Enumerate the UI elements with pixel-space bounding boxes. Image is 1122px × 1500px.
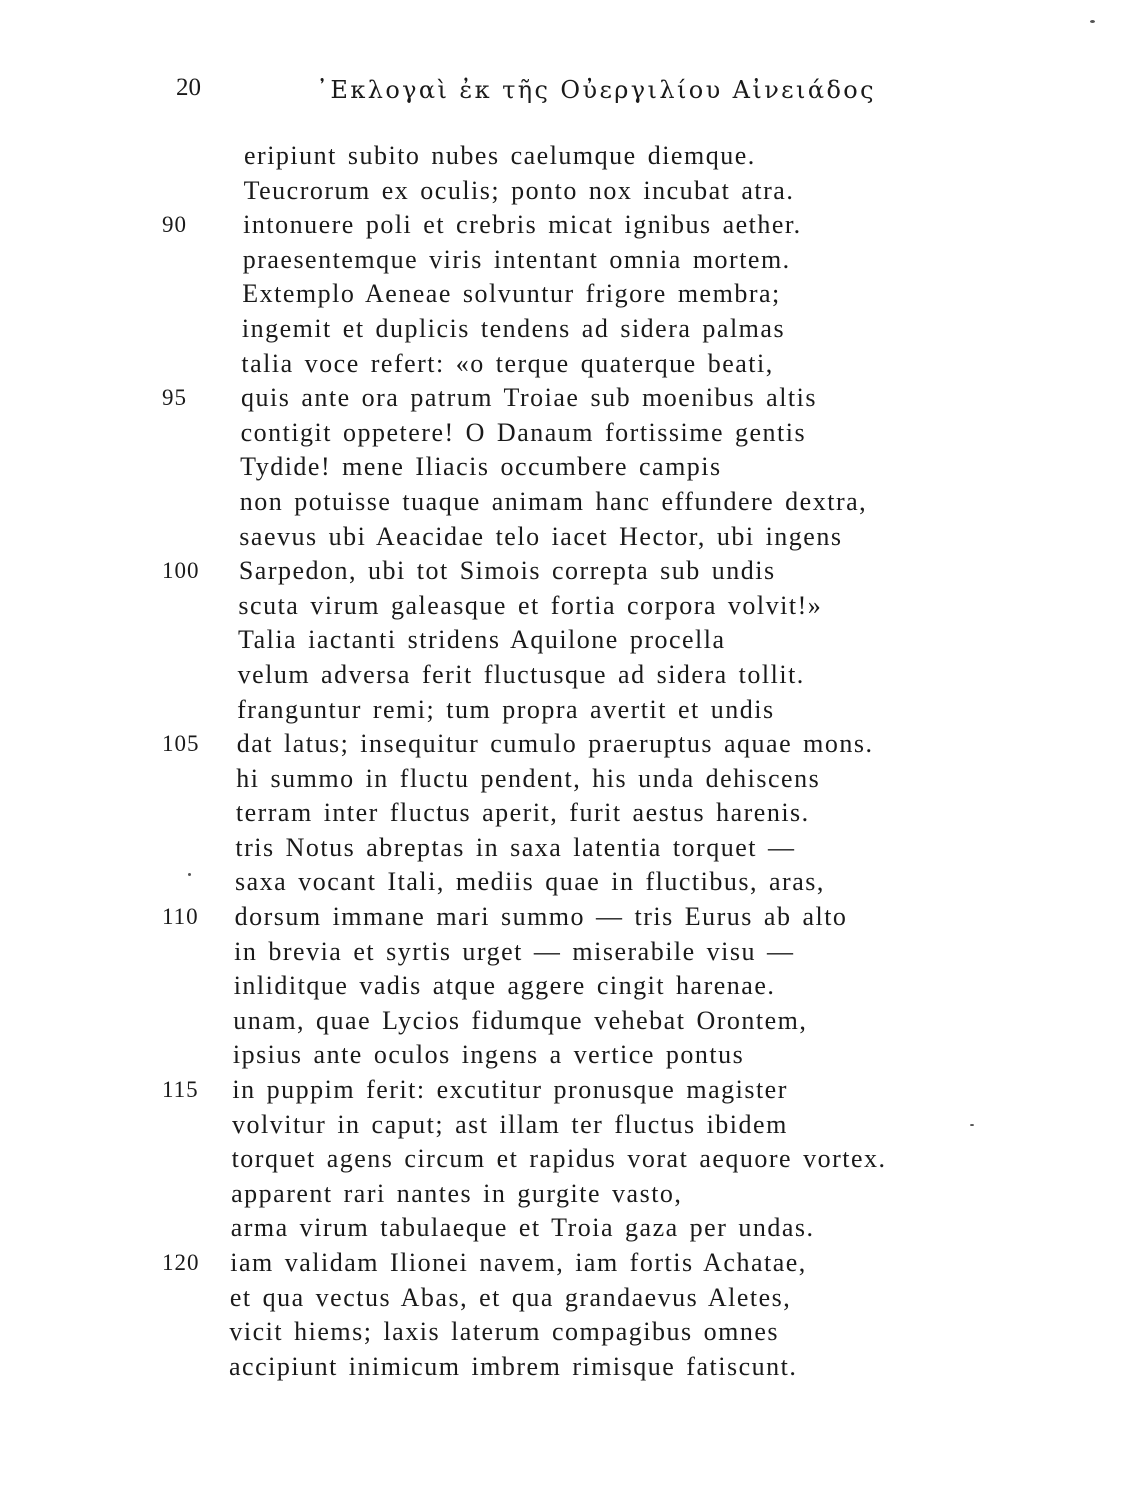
verse-line bbox=[0, 486, 1122, 521]
verse-text: scuta virum galeasque et fortia corpora volvit!» bbox=[238, 590, 823, 620]
verse-line bbox=[0, 590, 1122, 625]
verse-text: Teucrorum ex oculis; ponto nox incubat atra. bbox=[243, 175, 795, 205]
verse-line bbox=[0, 624, 1122, 659]
line-number: 110 bbox=[162, 904, 199, 930]
verse-text: apparent rari nantes in gurgite vasto, bbox=[231, 1178, 683, 1208]
verse-line bbox=[0, 313, 1122, 348]
line-number: 100 bbox=[162, 558, 200, 584]
verse-text: Sarpedon, ubi tot Simois correpta sub undis bbox=[238, 556, 776, 586]
verse-text: saevus ubi Aeacidae telo iacet Hector, ubi ingens bbox=[239, 521, 843, 551]
verse-text: accipiunt inimicum imbrem rimisque fatiscunt. bbox=[229, 1351, 798, 1381]
verse-text: intonuere poli et crebris micat ignibus aether. bbox=[243, 210, 802, 240]
verse-text: ingemit et duplicis tendens ad sidera palmas bbox=[241, 313, 786, 343]
verse-line bbox=[0, 140, 1122, 175]
line-number: 120 bbox=[162, 1250, 200, 1275]
verse-line bbox=[0, 1247, 1122, 1282]
verse-line bbox=[0, 1212, 1122, 1247]
verse-line bbox=[0, 451, 1122, 486]
line-number: 105 bbox=[162, 731, 200, 757]
verse-text: unam, quae Lycios fidumque vehebat Orontem, bbox=[233, 1005, 808, 1035]
verse-line bbox=[0, 728, 1122, 763]
verse-text: velum adversa ferit fluctusque ad sidera tollit. bbox=[237, 659, 805, 689]
verse-line bbox=[0, 763, 1122, 798]
verse-line bbox=[0, 209, 1122, 244]
print-speck bbox=[970, 1124, 974, 1126]
verse-line bbox=[0, 832, 1122, 867]
verse-text: inliditque vadis atque aggere cingit harenae. bbox=[233, 971, 776, 1001]
verse-line bbox=[0, 555, 1122, 590]
verse-line bbox=[0, 797, 1122, 832]
verse-line bbox=[0, 659, 1122, 694]
verse-text: dat latus; insequitur cumulo praeruptus aquae mons. bbox=[236, 729, 874, 759]
verse-text: dorsum immane mari summo — tris Eurus ab alto bbox=[234, 902, 848, 932]
verse-text: quis ante ora patrum Troiae sub moenibus altis bbox=[241, 383, 818, 413]
page-number: 20 bbox=[176, 74, 201, 101]
running-title: ᾽Εκλογαὶ ἐκ τῆς Οὐεργιλίου Αἰνειάδος bbox=[316, 76, 876, 104]
verse-line bbox=[0, 417, 1122, 452]
verse-text: iam validam Ilionei navem, iam fortis Achatae, bbox=[230, 1248, 807, 1277]
verse-line bbox=[0, 244, 1122, 279]
verse-text: tris Notus abreptas in saxa latentia torquet — bbox=[235, 832, 796, 862]
page-header bbox=[0, 70, 1122, 110]
verse-line bbox=[0, 175, 1122, 210]
verse-text: contigit oppetere! O Danaum fortissime gentis bbox=[240, 417, 807, 447]
print-speck bbox=[1090, 20, 1095, 23]
verse-line bbox=[0, 901, 1122, 936]
verse-line bbox=[0, 1005, 1122, 1040]
verse-line bbox=[0, 521, 1122, 556]
verse-text: eripiunt subito nubes caelumque diemque. bbox=[244, 141, 756, 170]
verse-text: hi summo in fluctu pendent, his unda dehiscens bbox=[236, 763, 821, 793]
verse-line bbox=[0, 1351, 1122, 1386]
verse-line bbox=[0, 866, 1122, 901]
verse-line bbox=[0, 694, 1122, 729]
verse-text: Extemplo Aeneae solvuntur frigore membra; bbox=[242, 279, 781, 309]
verse-line bbox=[0, 278, 1122, 313]
verse-line bbox=[0, 1039, 1122, 1074]
verse-text: praesentemque viris intentant omnia mortem. bbox=[242, 244, 791, 274]
verse-text: franguntur remi; tum propra avertit et undis bbox=[237, 694, 775, 724]
verse-line bbox=[0, 1178, 1122, 1213]
verse-text: in puppim ferit: excutitur pronusque magister bbox=[232, 1075, 788, 1105]
verse-line bbox=[0, 382, 1122, 417]
verse-text: Talia iactanti stridens Aquilone procella bbox=[238, 625, 726, 655]
verse-text: talia voce refert: «o terque quaterque beati, bbox=[241, 348, 774, 378]
verse-text: Tydide! mene Iliacis occumbere campis bbox=[240, 452, 722, 482]
verse-text: non potuisse tuaque animam hanc effundere dextra, bbox=[239, 486, 868, 516]
verse-text: ipsius ante oculos ingens a vertice pontus bbox=[232, 1040, 745, 1070]
verse-text: saxa vocant Itali, mediis quae in fluctibus, aras, bbox=[235, 867, 825, 897]
verse-block bbox=[0, 140, 1122, 1385]
verse-text: in brevia et syrtis urget — miserabile visu — bbox=[234, 936, 795, 966]
verse-text: et qua vectus Abas, et qua grandaevus Aletes, bbox=[229, 1282, 792, 1312]
verse-line bbox=[0, 1316, 1122, 1351]
verse-text: terram inter fluctus aperit, furit aestus harenis. bbox=[235, 798, 810, 828]
verse-text: vicit hiems; laxis laterum compagibus omnes bbox=[229, 1317, 780, 1347]
verse-line bbox=[0, 1074, 1122, 1109]
line-number: 95 bbox=[162, 385, 187, 411]
verse-text: volvitur in caput; ast illam ter fluctus ibidem bbox=[232, 1109, 788, 1139]
line-number: 115 bbox=[162, 1077, 199, 1103]
verse-line bbox=[0, 1109, 1122, 1144]
verse-text: torquet agens circum et rapidus vorat aequore vortex. bbox=[231, 1144, 887, 1174]
line-number: 90 bbox=[162, 212, 187, 238]
verse-line bbox=[0, 1143, 1122, 1178]
verse-line bbox=[0, 970, 1122, 1005]
verse-line bbox=[0, 1282, 1122, 1317]
verse-text: arma virum tabulaeque et Troia gaza per undas. bbox=[230, 1213, 815, 1243]
print-speck bbox=[188, 873, 191, 876]
verse-line bbox=[0, 348, 1122, 383]
verse-line bbox=[0, 936, 1122, 971]
